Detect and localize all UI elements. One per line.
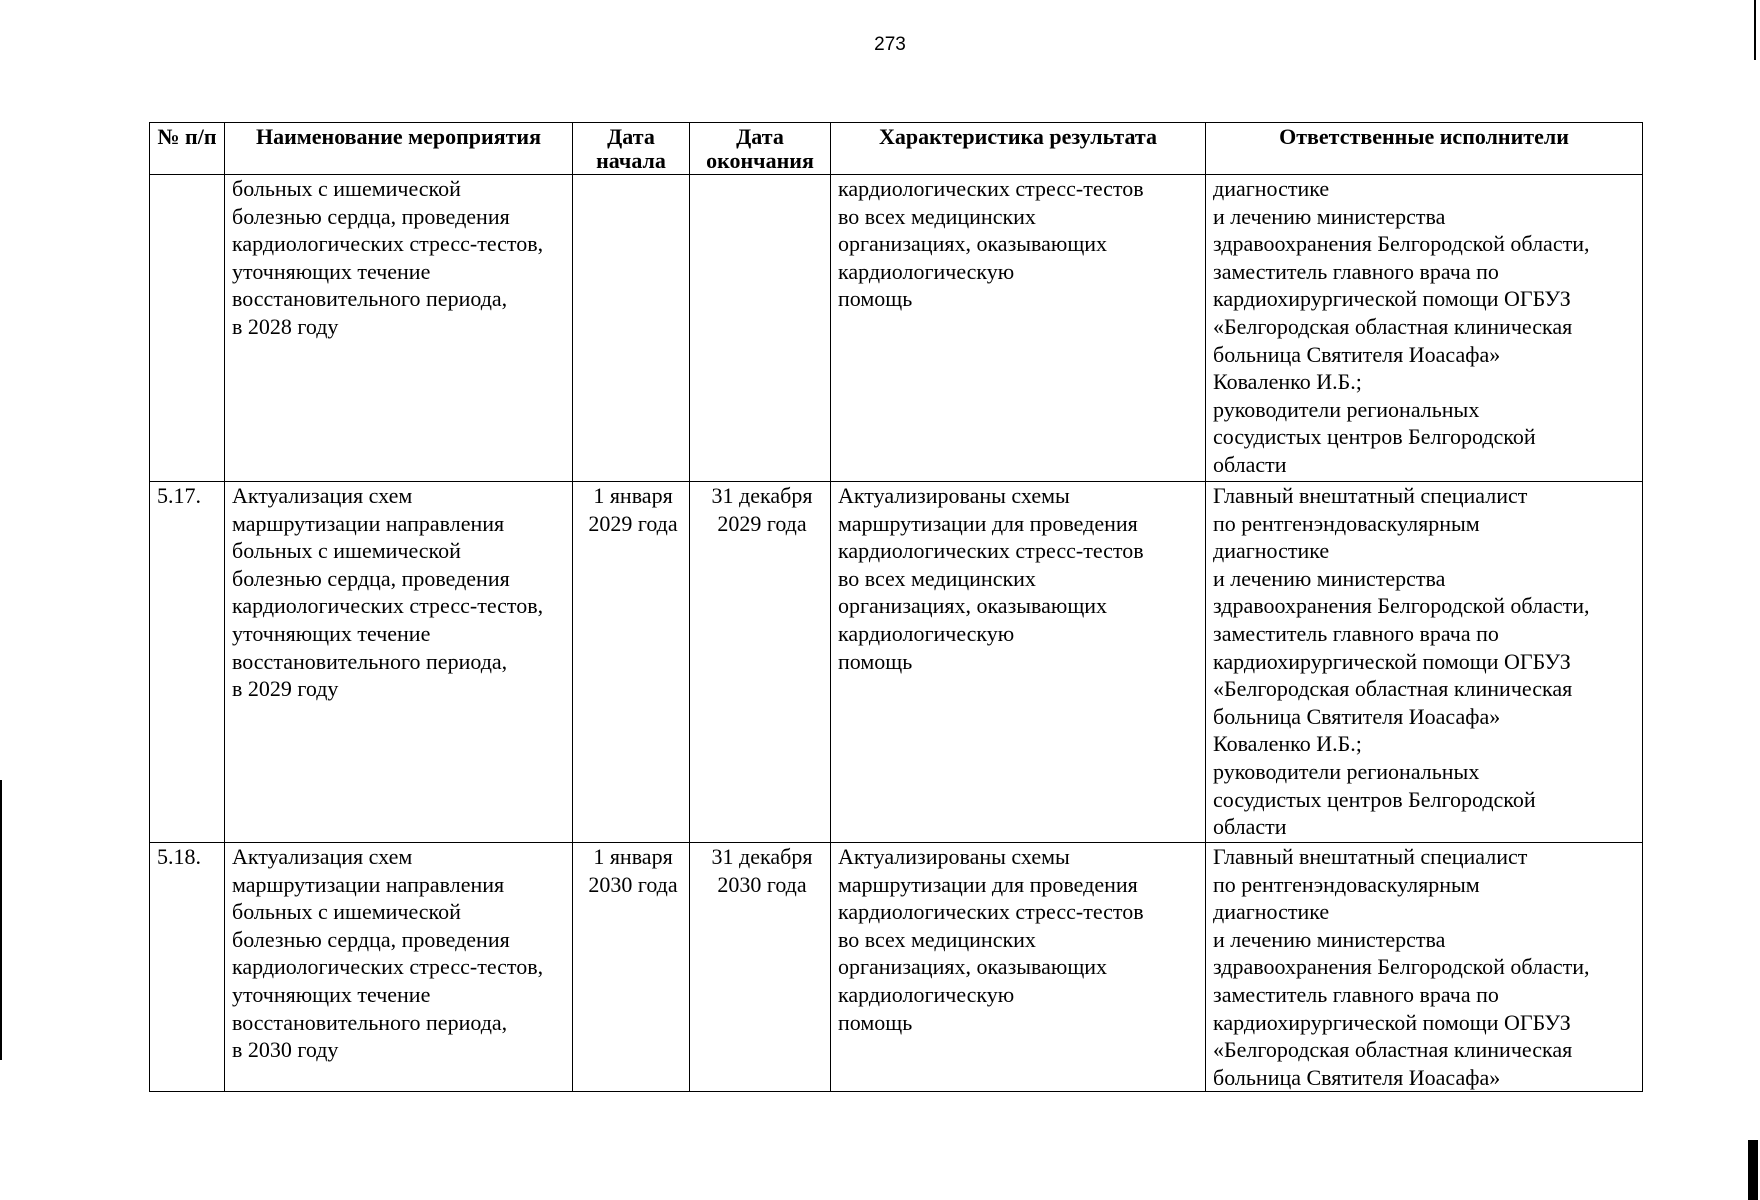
responsible-executors: диагностике и лечению министерства здравоохранения Белгородской области, заместитель главного врача по кардиохирургической помощи ОГБУЗ «Белгородская областная клиническая больница Святителя Иоасафа» Коваленко И.Б.; руководители региональных сосудистых центров Белгородской области [1206,175,1643,482]
header-end-date: Дата окончания [690,123,831,175]
header-activity-name: Наименование мероприятия [225,123,573,175]
end-date: 31 декабря 2030 года [690,843,831,1092]
end-date: 31 декабря 2029 года [690,482,831,843]
table-header-row [150,123,1643,175]
start-date: 1 января 2030 года [573,843,690,1092]
responsible-executors: Главный внештатный специалист по рентгенэндоваскулярным диагностике и лечению министерства здравоохранения Белгородской области, заместитель главного врача по кардиохирургической помощи ОГБУЗ «Белгородская областная клиническая больница Святителя Иоасафа» [1206,843,1643,1092]
result-description: Актуализированы схемы маршрутизации для проведения кардиологических стресс-тестов во всех медицинских организациях, оказывающих кардиологическую помощь [831,482,1206,843]
table-row [150,482,1643,843]
header-number: № п/п [150,123,225,175]
table-row [150,175,1643,482]
result-description: кардиологических стресс-тестов во всех медицинских организациях, оказывающих кардиологическую помощь [831,175,1206,482]
scan-edge-right-bottom [1748,1140,1758,1200]
header-result: Характеристика результата [831,123,1206,175]
page-number: 273 [874,34,906,55]
activity-name: Актуализация схем маршрутизации направления больных с ишемической болезнью сердца, проведения кардиологических стресс-тестов, уточняющих течение восстановительного периода, в 2030 году [225,843,573,1092]
row-number [150,175,225,482]
end-date [690,175,831,482]
start-date: 1 января 2029 года [573,482,690,843]
scan-edge-left [0,780,2,1060]
row-number: 5.18. [150,843,225,1092]
activities-table [149,122,1643,1092]
header-responsible: Ответственные исполнители [1206,123,1643,175]
start-date [573,175,690,482]
result-description: Актуализированы схемы маршрутизации для проведения кардиологических стресс-тестов во всех медицинских организациях, оказывающих кардиологическую помощь [831,843,1206,1092]
header-start-date: Дата начала [573,123,690,175]
responsible-executors: Главный внештатный специалист по рентгенэндоваскулярным диагностике и лечению министерства здравоохранения Белгородской области, заместитель главного врача по кардиохирургической помощи ОГБУЗ «Белгородская областная клиническая больница Святителя Иоасафа» Коваленко И.Б.; руководители региональных сосудистых центров Белгородской области [1206,482,1643,843]
activity-name: больных с ишемической болезнью сердца, проведения кардиологических стресс-тестов, уточняющих течение восстановительного периода, в 2028 году [225,175,573,482]
table-row [150,843,1643,1092]
row-number: 5.17. [150,482,225,843]
scan-edge-right-top [1754,0,1756,60]
activity-name: Актуализация схем маршрутизации направления больных с ишемической болезнью сердца, проведения кардиологических стресс-тестов, уточняющих течение восстановительного периода, в 2029 году [225,482,573,843]
